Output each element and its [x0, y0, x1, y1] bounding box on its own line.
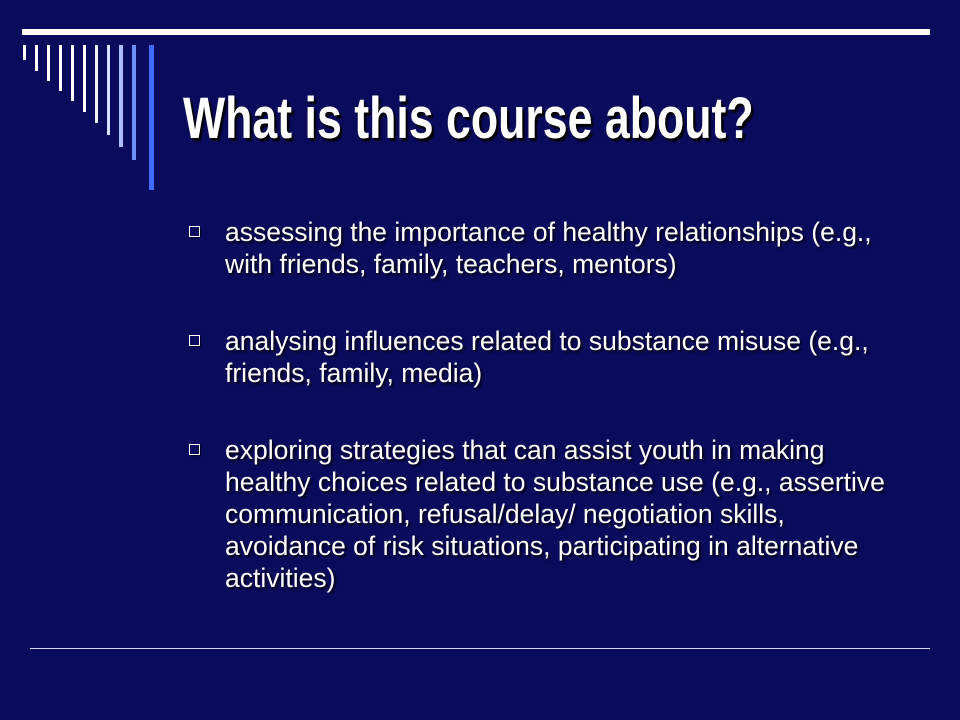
bullet-item	[189, 434, 900, 594]
slide-title: What is this course about?	[183, 86, 754, 151]
decorative-stripe	[107, 45, 110, 135]
decorative-stripe	[132, 45, 136, 160]
decorative-stripe	[71, 45, 74, 101]
decorative-stripe	[119, 45, 123, 147]
hollow-square-bullet-icon	[189, 335, 200, 346]
decorative-stripe	[23, 45, 26, 60]
bullet-text: assessing the importance of healthy relationships (e.g., with friends, family, teachers, mentors)	[225, 217, 872, 279]
decorative-stripe	[95, 45, 98, 123]
hollow-square-bullet-icon	[189, 444, 200, 455]
bullet-item	[189, 325, 900, 389]
decorative-stripes	[0, 0, 170, 200]
bullet-list	[189, 216, 900, 639]
decorative-stripe	[47, 45, 50, 81]
hollow-square-bullet-icon	[189, 226, 200, 237]
decorative-stripe	[83, 45, 86, 112]
bullet-text: exploring strategies that can assist youth in making healthy choices related to substance use (e.g., assertive communication, refusal/delay/ negotiation skills, avoidance of risk situations, participating in alternative activities)	[225, 435, 885, 593]
bullet-item	[189, 216, 900, 280]
bottom-rule	[30, 648, 930, 649]
decorative-stripe	[59, 45, 62, 91]
decorative-stripe	[35, 45, 38, 71]
decorative-stripe	[149, 45, 154, 190]
bullet-text: analysing influences related to substance misuse (e.g., friends, family, media)	[225, 326, 869, 388]
